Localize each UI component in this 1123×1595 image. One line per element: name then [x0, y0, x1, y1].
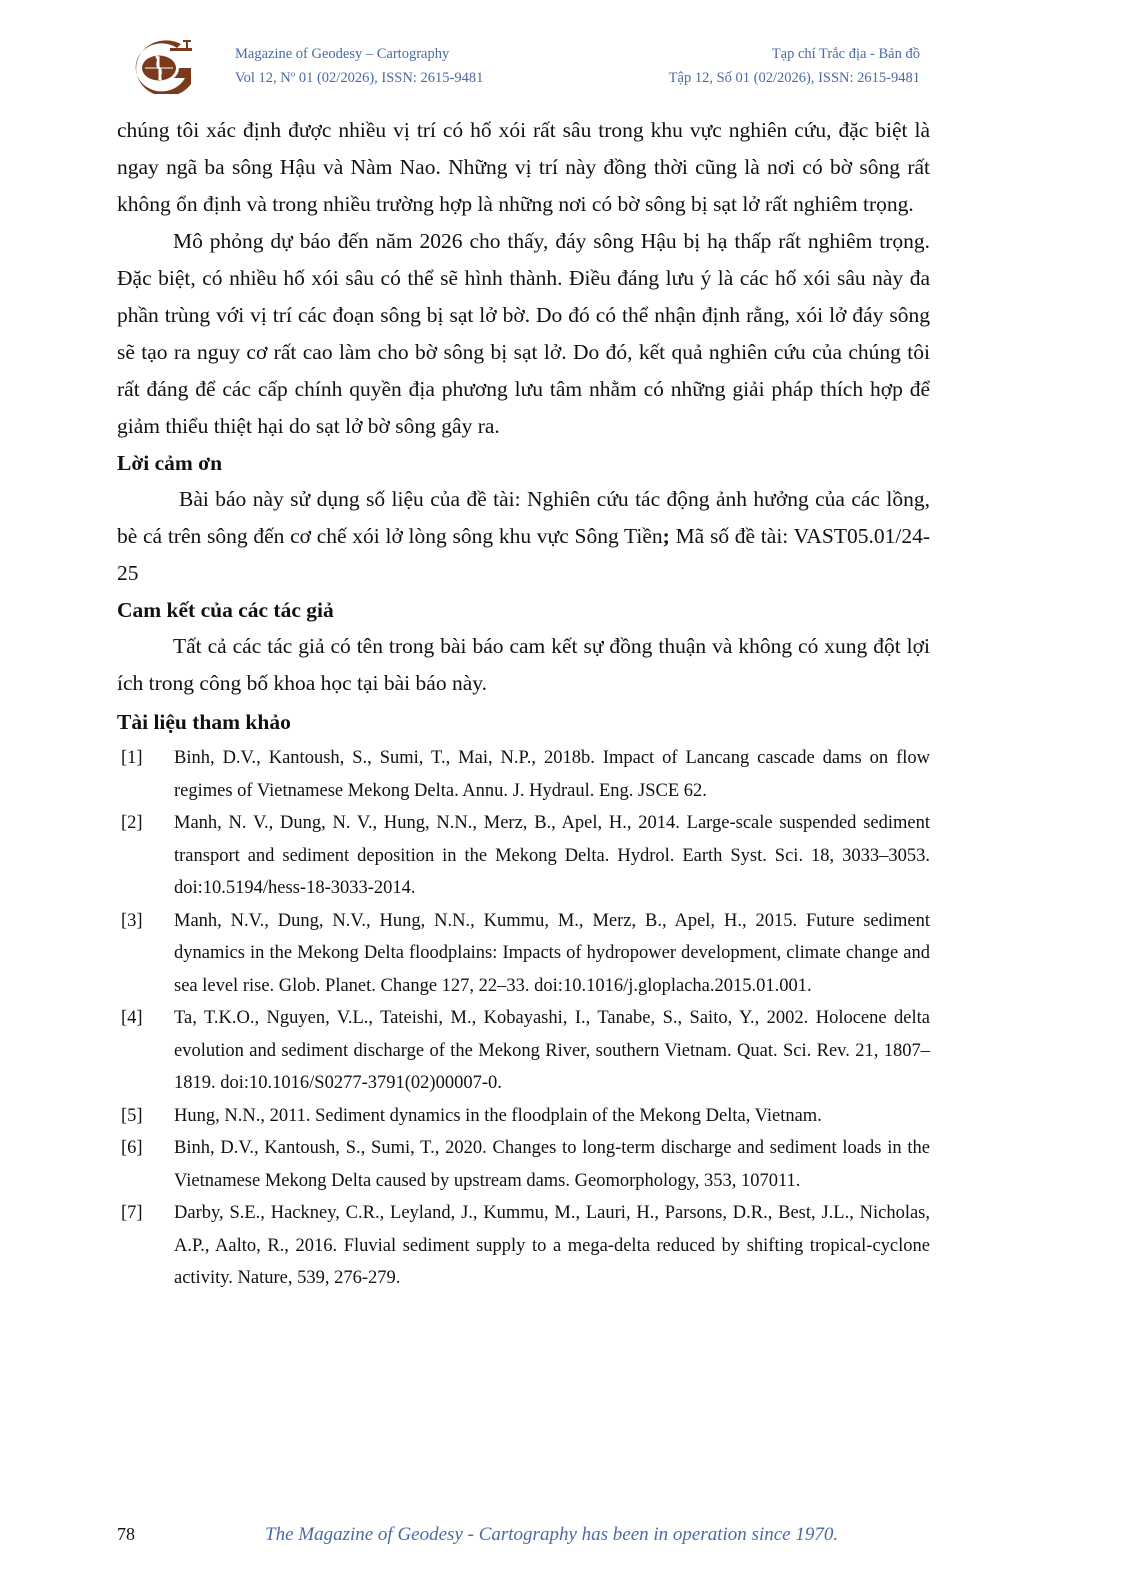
reference-number: [3] [121, 910, 143, 931]
body-paragraph-1: chúng tôi xác định được nhiều vị trí có hố xói rất sâu trong khu vực nghiên cứu, đặc biệt là ngay ngã ba sông Hậu và Nàm Nao. Những vị trí này đồng thời cũng là nơi có bờ sông rất không ổn định và trong nhiều trường hợp là những nơi có bờ sông bị sạt lở rất nghiêm trọng. [117, 118, 930, 216]
reference-text: Darby, S.E., Hackney, C.R., Leyland, J., Kummu, M., Lauri, H., Parsons, D.R., Best, J.L., Nicholas, A.P., Aalto, R., 2016. Fluvial sediment supply to a mega-delta reduced by shifting tropical-cyclone activity. Nature, 539, 276-279. [174, 1203, 930, 1288]
reference-item [117, 1132, 930, 1197]
acknowledgement-text [117, 481, 930, 592]
journal-logo-icon [125, 38, 197, 94]
reference-item [117, 905, 930, 1003]
page-content [117, 112, 930, 1295]
acknowledgement-semicolon: ; [662, 524, 670, 548]
reference-text: Ta, T.K.O., Nguyen, V.L., Tateishi, M., Kobayashi, I., Tanabe, S., Saito, Y., 2002. Holocene delta evolution and sediment discharge of the Mekong River, southern Vietnam. Quat. Sci. Rev. 21, 1807–1819. doi:10.1016/S0277-3791(02)00007-0. [174, 1008, 930, 1093]
reference-number: [6] [121, 1138, 143, 1158]
page-header [125, 36, 925, 96]
acknowledgement-text-part2: Mã số đề tài: VAST05.01/24-25 [117, 524, 930, 585]
header-journal-name-vi: Tạp chí Trắc địa - Bản đồ [771, 46, 920, 62]
reference-number: [1] [121, 748, 143, 768]
header-journal-name-en: Magazine of Geodesy – Cartography [235, 46, 450, 62]
acknowledgement-text-part1: Bài báo này sử dụng số liệu của đề tài: Nghiên cứu tác động ảnh hưởng của các lồng, bè cá trên sông đến cơ chế xói lở lòng sông khu vực Sông Tiền [117, 487, 930, 548]
references-heading: Tài liệu tham khảo [117, 710, 291, 734]
reference-text: Binh, D.V., Kantoush, S., Sumi, T., Mai, N.P., 2018b. Impact of Lancang cascade dams on flow regimes of Vietnamese Mekong Delta. Annu. J. Hydraul. Eng. JSCE 62. [174, 748, 930, 801]
reference-number: [2] [121, 813, 143, 833]
reference-item [117, 1197, 930, 1295]
commitment-text: Tất cả các tác giả có tên trong bài báo cam kết sự đồng thuận và không có xung đột lợi ích trong công bố khoa học tại bài báo này. [117, 634, 930, 695]
header-issue-vi: Tập 12, Số 01 (02/2026), ISSN: 2615-9481 [668, 70, 920, 86]
footer-tagline: The Magazine of Geodesy - Cartography has been in operation since 1970. [265, 1524, 839, 1545]
page-number: 78 [117, 1524, 135, 1544]
header-issue-en: Vol 12, Nº 01 (02/2026), ISSN: 2615-9481 [235, 70, 484, 86]
reference-item [117, 1100, 930, 1133]
header-vietnamese [669, 42, 920, 90]
reference-item [117, 1002, 930, 1100]
reference-number: [4] [121, 1008, 143, 1028]
reference-item [117, 807, 930, 905]
reference-text: Manh, N.V., Dung, N.V., Hung, N.N., Kummu, M., Merz, B., Apel, H., 2015. Future sediment dynamics in the Mekong Delta floodplains: Impacts of hydropower development, climate change and sea level rise. Glob. Planet. Change 127, 22–33. doi:10.1016/j.gloplacha.2015.01.001. [174, 910, 930, 996]
reference-number: [5] [121, 1105, 143, 1126]
reference-text: Manh, N. V., Dung, N. V., Hung, N.N., Merz, B., Apel, H., 2014. Large-scale suspended sediment transport and sediment deposition in the Mekong Delta. Hydrol. Earth Syst. Sci. 18, 3033–3053. doi:10.5194/hess-18-3033-2014. [174, 813, 930, 898]
references-list [117, 742, 930, 1295]
reference-item [117, 742, 930, 807]
page-footer [117, 1524, 930, 1554]
reference-text: Binh, D.V., Kantoush, S., Sumi, T., 2020. Changes to long-term discharge and sediment loads in the Vietnamese Mekong Delta caused by upstream dams. Geomorphology, 353, 107011. [174, 1138, 930, 1191]
commitment-heading: Cam kết của các tác giả [117, 598, 334, 622]
acknowledgement-heading: Lời cảm ơn [117, 451, 223, 475]
reference-number: [7] [121, 1203, 143, 1223]
header-english [235, 42, 483, 90]
body-paragraph-2: Mô phỏng dự báo đến năm 2026 cho thấy, đáy sông Hậu bị hạ thấp rất nghiêm trọng. Đặc biệt, có nhiều hố xói sâu có thể sẽ hình thành. Điều đáng lưu ý là các hố xói sâu này đa phần trùng với vị trí các đoạn sông bị sạt lở bờ. Do đó có thể nhận định rằng, xói lở đáy sông sẽ tạo ra nguy cơ rất cao làm cho bờ sông bị sạt lở. Do đó, kết quả nghiên cứu của chúng tôi rất đáng để các cấp chính quyền địa phương lưu tâm nhằm có những giải pháp thích hợp để giảm thiểu thiệt hại do sạt lở bờ sông gây ra. [117, 229, 930, 438]
reference-text: Hung, N.N., 2011. Sediment dynamics in the floodplain of the Mekong Delta, Vietnam. [174, 1105, 822, 1126]
